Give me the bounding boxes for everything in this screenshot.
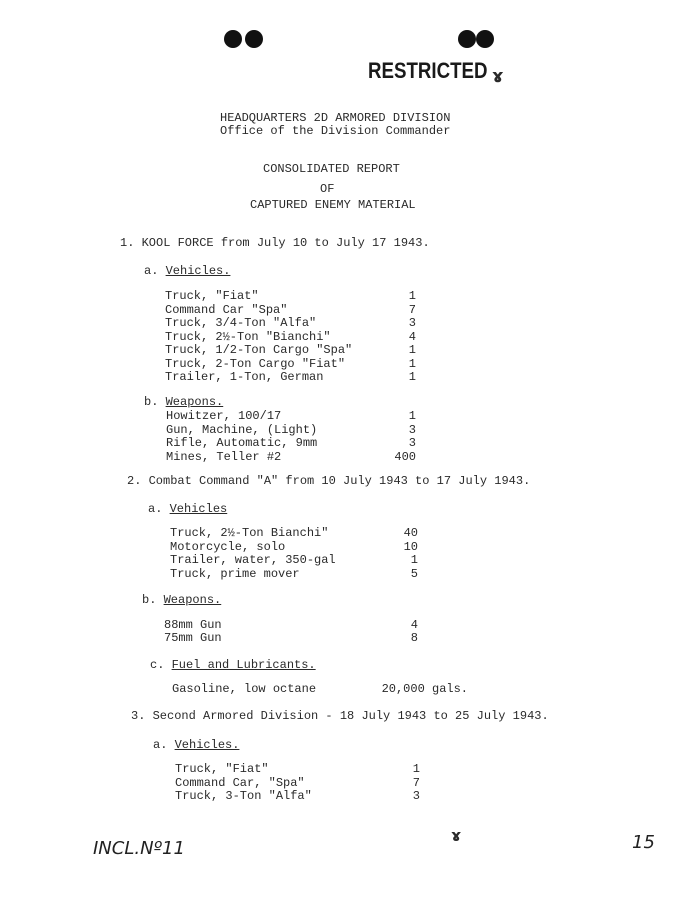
s2-c-title: Fuel and Lubricants. [171,658,316,672]
item-quantity: 1 [410,553,418,567]
item-name: Motorcycle, solo [170,539,286,554]
item-name: Gun, Machine, (Light) [166,422,318,437]
item-quantity: 8 [410,631,418,645]
item-quantity: 1 [408,370,416,384]
s2-c-heading [150,659,316,672]
item-name: Howitzer, 100/17 [166,409,282,423]
item-name: Trailer, water, 350-gal [170,553,336,567]
s2-a-title: Vehicles [169,502,228,516]
page-number: 15 [632,832,655,853]
header-line-2: Office of the Division Commander [220,124,451,138]
section-1-heading: 1. KOOL FORCE from July 10 to July 17 1943. [120,236,430,250]
item-name: Truck, 3/4-Ton "Alfa" [165,316,317,330]
section-2-heading: 2. Combat Command "A" from 10 July 1943 to 17 July 1943. [127,474,531,488]
item-name: Truck, 3-Ton "Alfa" [175,789,312,803]
title-line-2: OF [320,182,335,196]
item-quantity: 4 [408,329,416,344]
item-name: 88mm Gun [164,618,222,632]
s1-b-title: Weapons. [165,395,224,409]
title-line-1: CONSOLIDATED REPORT [263,162,400,176]
item-quantity: 1 [412,762,420,776]
item-quantity: 7 [412,775,420,790]
item-name: Truck, 2-Ton Cargo "Fiat" [165,356,346,371]
s3-a-label: a. [153,738,175,752]
punch-hole-left-b [245,30,263,48]
s3-a-heading [153,739,239,752]
item-quantity: 20,000 gals. [381,682,468,696]
restricted-stamp: RESTRICTED [368,58,488,83]
item-name: Gasoline, low octane [172,682,317,696]
item-name: Command Car "Spa" [165,302,288,317]
s1-b-heading [144,396,223,409]
header-line-1: HEADQUARTERS 2D ARMORED DIVISION [220,111,451,125]
item-quantity: 10 [403,539,418,554]
stamp-mark: ɤ [492,66,504,87]
item-name: Truck, prime mover [170,566,300,581]
s2-c-label: c. [150,658,172,672]
stray-mark: ɤ [451,826,462,845]
s1-b-label: b. [144,395,166,409]
item-quantity: 5 [410,566,418,581]
item-name: 75mm Gun [164,631,222,645]
item-quantity: 3 [408,436,416,450]
title-line-3: CAPTURED ENEMY MATERIAL [250,198,416,212]
s3-a-title: Vehicles. [174,738,240,752]
item-quantity: 3 [408,422,416,437]
item-name: Truck, "Fiat" [165,289,259,303]
item-name: Truck, "Fiat" [175,762,269,776]
item-name: Truck, 2½-Ton Bianchi" [170,526,329,540]
s2-a-heading [148,503,227,516]
item-name: Truck, 2½-Ton "Bianchi" [165,329,331,344]
inclosure-number: INCL.Nº11 [93,838,185,859]
item-quantity: 4 [410,618,418,632]
item-name: Trailer, 1-Ton, German [165,370,324,384]
punch-hole-right-b [476,30,494,48]
item-quantity: 1 [408,356,416,371]
item-quantity: 7 [408,302,416,317]
item-quantity: 3 [408,316,416,330]
s2-b-label: b. [142,593,164,607]
item-quantity: 1 [408,343,416,357]
punch-hole-right [458,30,476,48]
s2-a-label: a. [148,502,170,516]
s1-a-heading [144,265,230,278]
item-name: Rifle, Automatic, 9mm [166,436,318,450]
item-name: Mines, Teller #2 [166,449,282,464]
section-3-heading: 3. Second Armored Division - 18 July 1943 to 25 July 1943. [131,709,549,723]
s1-a-title: Vehicles. [165,264,231,278]
s2-b-heading [142,594,221,607]
item-name: Truck, 1/2-Ton Cargo "Spa" [165,343,353,357]
punch-hole-left-a [224,30,242,48]
s2-b-title: Weapons. [163,593,222,607]
item-quantity: 1 [408,289,416,303]
item-quantity: 400 [394,449,416,464]
item-quantity: 1 [408,409,416,423]
s1-a-label: a. [144,264,166,278]
item-name: Command Car, "Spa" [175,775,305,790]
item-quantity: 40 [403,526,418,540]
item-quantity: 3 [412,789,420,803]
